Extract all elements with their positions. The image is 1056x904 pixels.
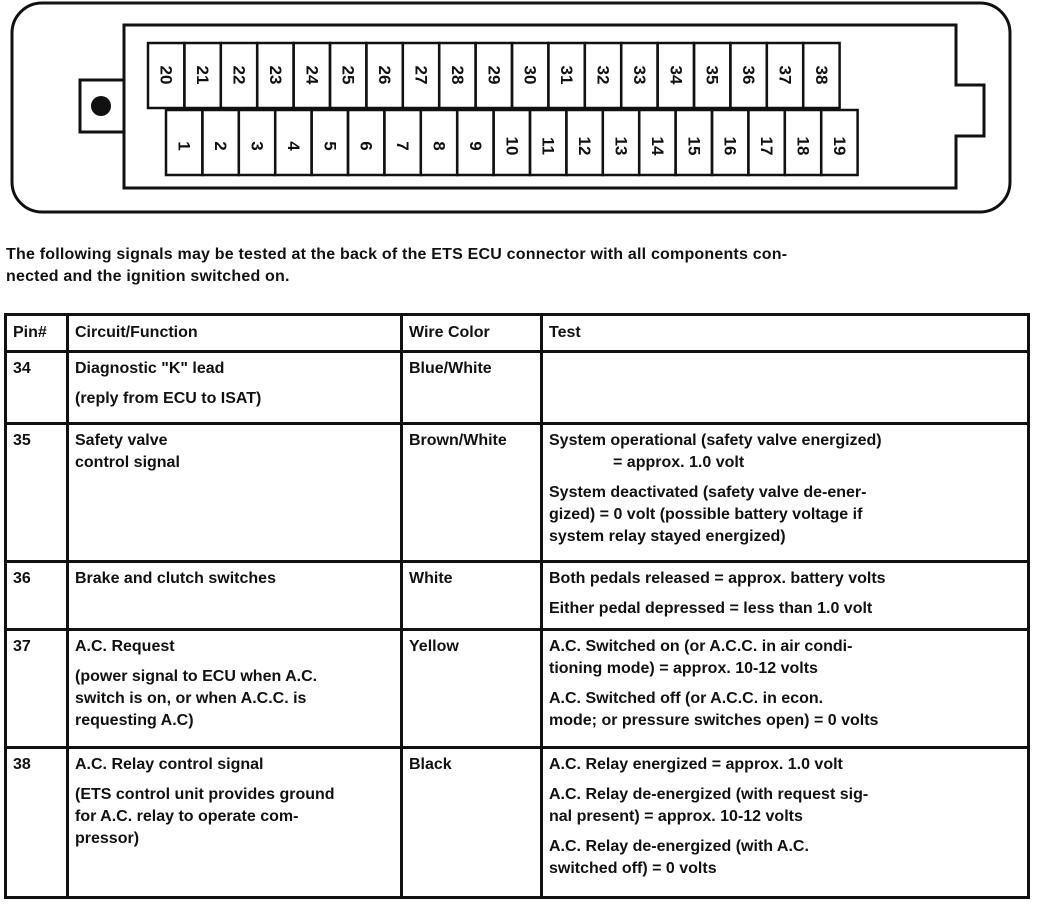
test-result: Both pedals released = approx. battery volts bbox=[549, 570, 886, 587]
connector-pin-9 bbox=[457, 110, 493, 175]
connector-pin-label: 24 bbox=[302, 65, 322, 85]
connector-pin-26 bbox=[366, 43, 402, 108]
wire-cell: Yellow bbox=[402, 630, 542, 748]
table-row bbox=[6, 352, 1029, 424]
connector-top-row bbox=[148, 43, 840, 108]
connector-pin-label: 34 bbox=[666, 65, 686, 85]
table-row bbox=[6, 562, 1029, 630]
connector-pin-label: 1 bbox=[174, 141, 194, 151]
connector-pin-6 bbox=[348, 110, 384, 175]
circuit-cell bbox=[68, 630, 402, 748]
connector-pin-label: 37 bbox=[775, 65, 795, 85]
connector-pin-label: 36 bbox=[739, 65, 759, 85]
connector-pin-38 bbox=[803, 43, 839, 108]
connector-pin-34 bbox=[658, 43, 694, 108]
connector-pin-label: 10 bbox=[502, 136, 522, 156]
connector-pin-label: 33 bbox=[629, 65, 649, 85]
pin-cell: 37 bbox=[6, 630, 68, 748]
connector-pin-label: 4 bbox=[283, 141, 303, 151]
circuit-main: Brake and clutch switches bbox=[75, 570, 276, 587]
connector-pin-label: 9 bbox=[465, 141, 485, 151]
circuit-detail: (ETS control unit provides ground for A.C. relay to operate com- pressor) bbox=[75, 786, 335, 847]
connector-pin-label: 14 bbox=[647, 136, 667, 156]
table-header-row bbox=[6, 315, 1029, 352]
test-result: Either pedal depressed = less than 1.0 volt bbox=[549, 600, 873, 617]
table-row bbox=[6, 630, 1029, 748]
connector-pin-1 bbox=[166, 110, 202, 175]
test-result-value: = approx. 1.0 volt bbox=[613, 454, 745, 471]
connector-pin-30 bbox=[512, 43, 548, 108]
connector-pin-2 bbox=[202, 110, 238, 175]
connector-pin-label: 17 bbox=[757, 136, 777, 156]
connector-pin-28 bbox=[439, 43, 475, 108]
connector-pin-label: 20 bbox=[156, 65, 176, 85]
connector-pin-label: 18 bbox=[793, 136, 813, 156]
connector-pin-36 bbox=[730, 43, 766, 108]
connector-pin-label: 26 bbox=[375, 65, 395, 85]
table-row bbox=[6, 424, 1029, 562]
intro-text: The following signals may be tested at the back of the ETS ECU connector with all components con- nected and the ignition switched on. bbox=[6, 246, 788, 285]
test-result: A.C. Switched on (or A.C.C. in air condi- tioning mode) = approx. 10-12 volts bbox=[549, 638, 853, 677]
connector-pin-label: 31 bbox=[557, 65, 577, 85]
connector-pin-label: 28 bbox=[447, 65, 467, 85]
test-result: A.C. Relay de-energized (with A.C. switched off) = 0 volts bbox=[549, 838, 809, 877]
connector-pin-31 bbox=[548, 43, 584, 108]
connector-pin-label: 19 bbox=[829, 136, 849, 156]
test-cell bbox=[542, 562, 1029, 630]
wire-cell: Blue/White bbox=[402, 352, 542, 424]
connector-pin-5 bbox=[312, 110, 348, 175]
connector-pin-label: 30 bbox=[520, 65, 540, 85]
connector-pin-label: 11 bbox=[538, 137, 558, 155]
connector-pin-19 bbox=[821, 110, 857, 175]
circuit-cell bbox=[68, 748, 402, 898]
pin-cell: 36 bbox=[6, 562, 68, 630]
connector-pin-label: 35 bbox=[702, 65, 722, 85]
connector-pin-label: 22 bbox=[229, 65, 249, 85]
test-cell bbox=[542, 424, 1029, 562]
connector-pin-23 bbox=[257, 43, 293, 108]
connector-pin-8 bbox=[421, 110, 457, 175]
connector-pin-15 bbox=[676, 110, 712, 175]
connector-pin-label: 21 bbox=[193, 65, 213, 85]
connector-pin-label: 38 bbox=[811, 65, 831, 85]
connector-pin-label: 23 bbox=[265, 65, 285, 85]
connector-pin-14 bbox=[639, 110, 675, 175]
connector-pin-12 bbox=[566, 110, 602, 175]
connector-pin-37 bbox=[767, 43, 803, 108]
connector-pin-label: 7 bbox=[393, 141, 413, 151]
connector-pin-label: 6 bbox=[356, 141, 376, 151]
test-cell bbox=[542, 748, 1029, 898]
connector-pin-27 bbox=[403, 43, 439, 108]
connector-pin-10 bbox=[494, 110, 530, 175]
connector-diagram bbox=[0, 0, 1056, 225]
connector-pin-13 bbox=[603, 110, 639, 175]
connector-inner-body bbox=[124, 25, 984, 188]
connector-locating-dot bbox=[91, 96, 111, 116]
connector-pin-label: 12 bbox=[575, 136, 595, 156]
test-result: A.C. Relay energized = approx. 1.0 volt bbox=[549, 756, 843, 773]
connector-pin-32 bbox=[585, 43, 621, 108]
connector-pin-label: 27 bbox=[411, 65, 431, 85]
connector-pin-20 bbox=[148, 43, 184, 108]
circuit-cell bbox=[68, 352, 402, 424]
circuit-detail: (reply from ECU to ISAT) bbox=[75, 390, 262, 407]
connector-pin-21 bbox=[184, 43, 220, 108]
test-cell bbox=[542, 630, 1029, 748]
pin-cell: 38 bbox=[6, 748, 68, 898]
connector-pin-label: 29 bbox=[484, 65, 504, 85]
connector-pin-22 bbox=[221, 43, 257, 108]
header-pin: Pin# bbox=[6, 315, 68, 352]
connector-pin-label: 16 bbox=[720, 136, 740, 156]
circuit-cell bbox=[68, 424, 402, 562]
connector-pin-label: 5 bbox=[320, 141, 340, 151]
header-circuit: Circuit/Function bbox=[68, 315, 402, 352]
test-cell bbox=[542, 352, 1029, 424]
circuit-main: Safety valve control signal bbox=[75, 432, 180, 471]
connector-pin-label: 3 bbox=[247, 141, 267, 151]
connector-pin-label: 25 bbox=[338, 65, 358, 85]
table-row bbox=[6, 748, 1029, 898]
connector-pin-3 bbox=[239, 110, 275, 175]
test-result: System operational (safety valve energized) bbox=[549, 432, 882, 449]
test-result: System deactivated (safety valve de-ener- gized) = 0 volt (possible battery voltage if system relay stayed energized) bbox=[549, 484, 867, 545]
test-result: A.C. Relay de-energized (with request sig- nal present) = approx. 10-12 volts bbox=[549, 786, 869, 825]
connector-pin-33 bbox=[621, 43, 657, 108]
connector-pin-16 bbox=[712, 110, 748, 175]
connector-pin-18 bbox=[785, 110, 821, 175]
connector-pin-label: 13 bbox=[611, 136, 631, 156]
header-test: Test bbox=[542, 315, 1029, 352]
connector-pin-label: 15 bbox=[684, 136, 704, 156]
header-wire-color: Wire Color bbox=[402, 315, 542, 352]
circuit-cell bbox=[68, 562, 402, 630]
connector-pin-label: 2 bbox=[211, 141, 231, 151]
circuit-main: Diagnostic "K" lead bbox=[75, 360, 225, 377]
pin-cell: 34 bbox=[6, 352, 68, 424]
connector-pin-label: 32 bbox=[593, 65, 613, 85]
connector-pin-4 bbox=[275, 110, 311, 175]
wire-cell: Brown/White bbox=[402, 424, 542, 562]
connector-bottom-row bbox=[166, 110, 858, 175]
signal-table bbox=[4, 313, 1030, 899]
wire-cell: Black bbox=[402, 748, 542, 898]
connector-pin-24 bbox=[294, 43, 330, 108]
wire-cell: White bbox=[402, 562, 542, 630]
connector-pin-7 bbox=[384, 110, 420, 175]
test-block bbox=[549, 430, 1021, 474]
circuit-main: A.C. Request bbox=[75, 638, 175, 655]
connector-pin-25 bbox=[330, 43, 366, 108]
connector-pin-29 bbox=[476, 43, 512, 108]
connector-pin-11 bbox=[530, 110, 566, 175]
test-result: A.C. Switched off (or A.C.C. in econ. mode; or pressure switches open) = 0 volts bbox=[549, 690, 879, 729]
pin-cell: 35 bbox=[6, 424, 68, 562]
connector-pin-label: 8 bbox=[429, 141, 449, 151]
connector-pin-17 bbox=[748, 110, 784, 175]
connector-pin-35 bbox=[694, 43, 730, 108]
circuit-detail: (power signal to ECU when A.C. switch is on, or when A.C.C. is requesting A.C) bbox=[75, 668, 318, 729]
circuit-main: A.C. Relay control signal bbox=[75, 756, 264, 773]
